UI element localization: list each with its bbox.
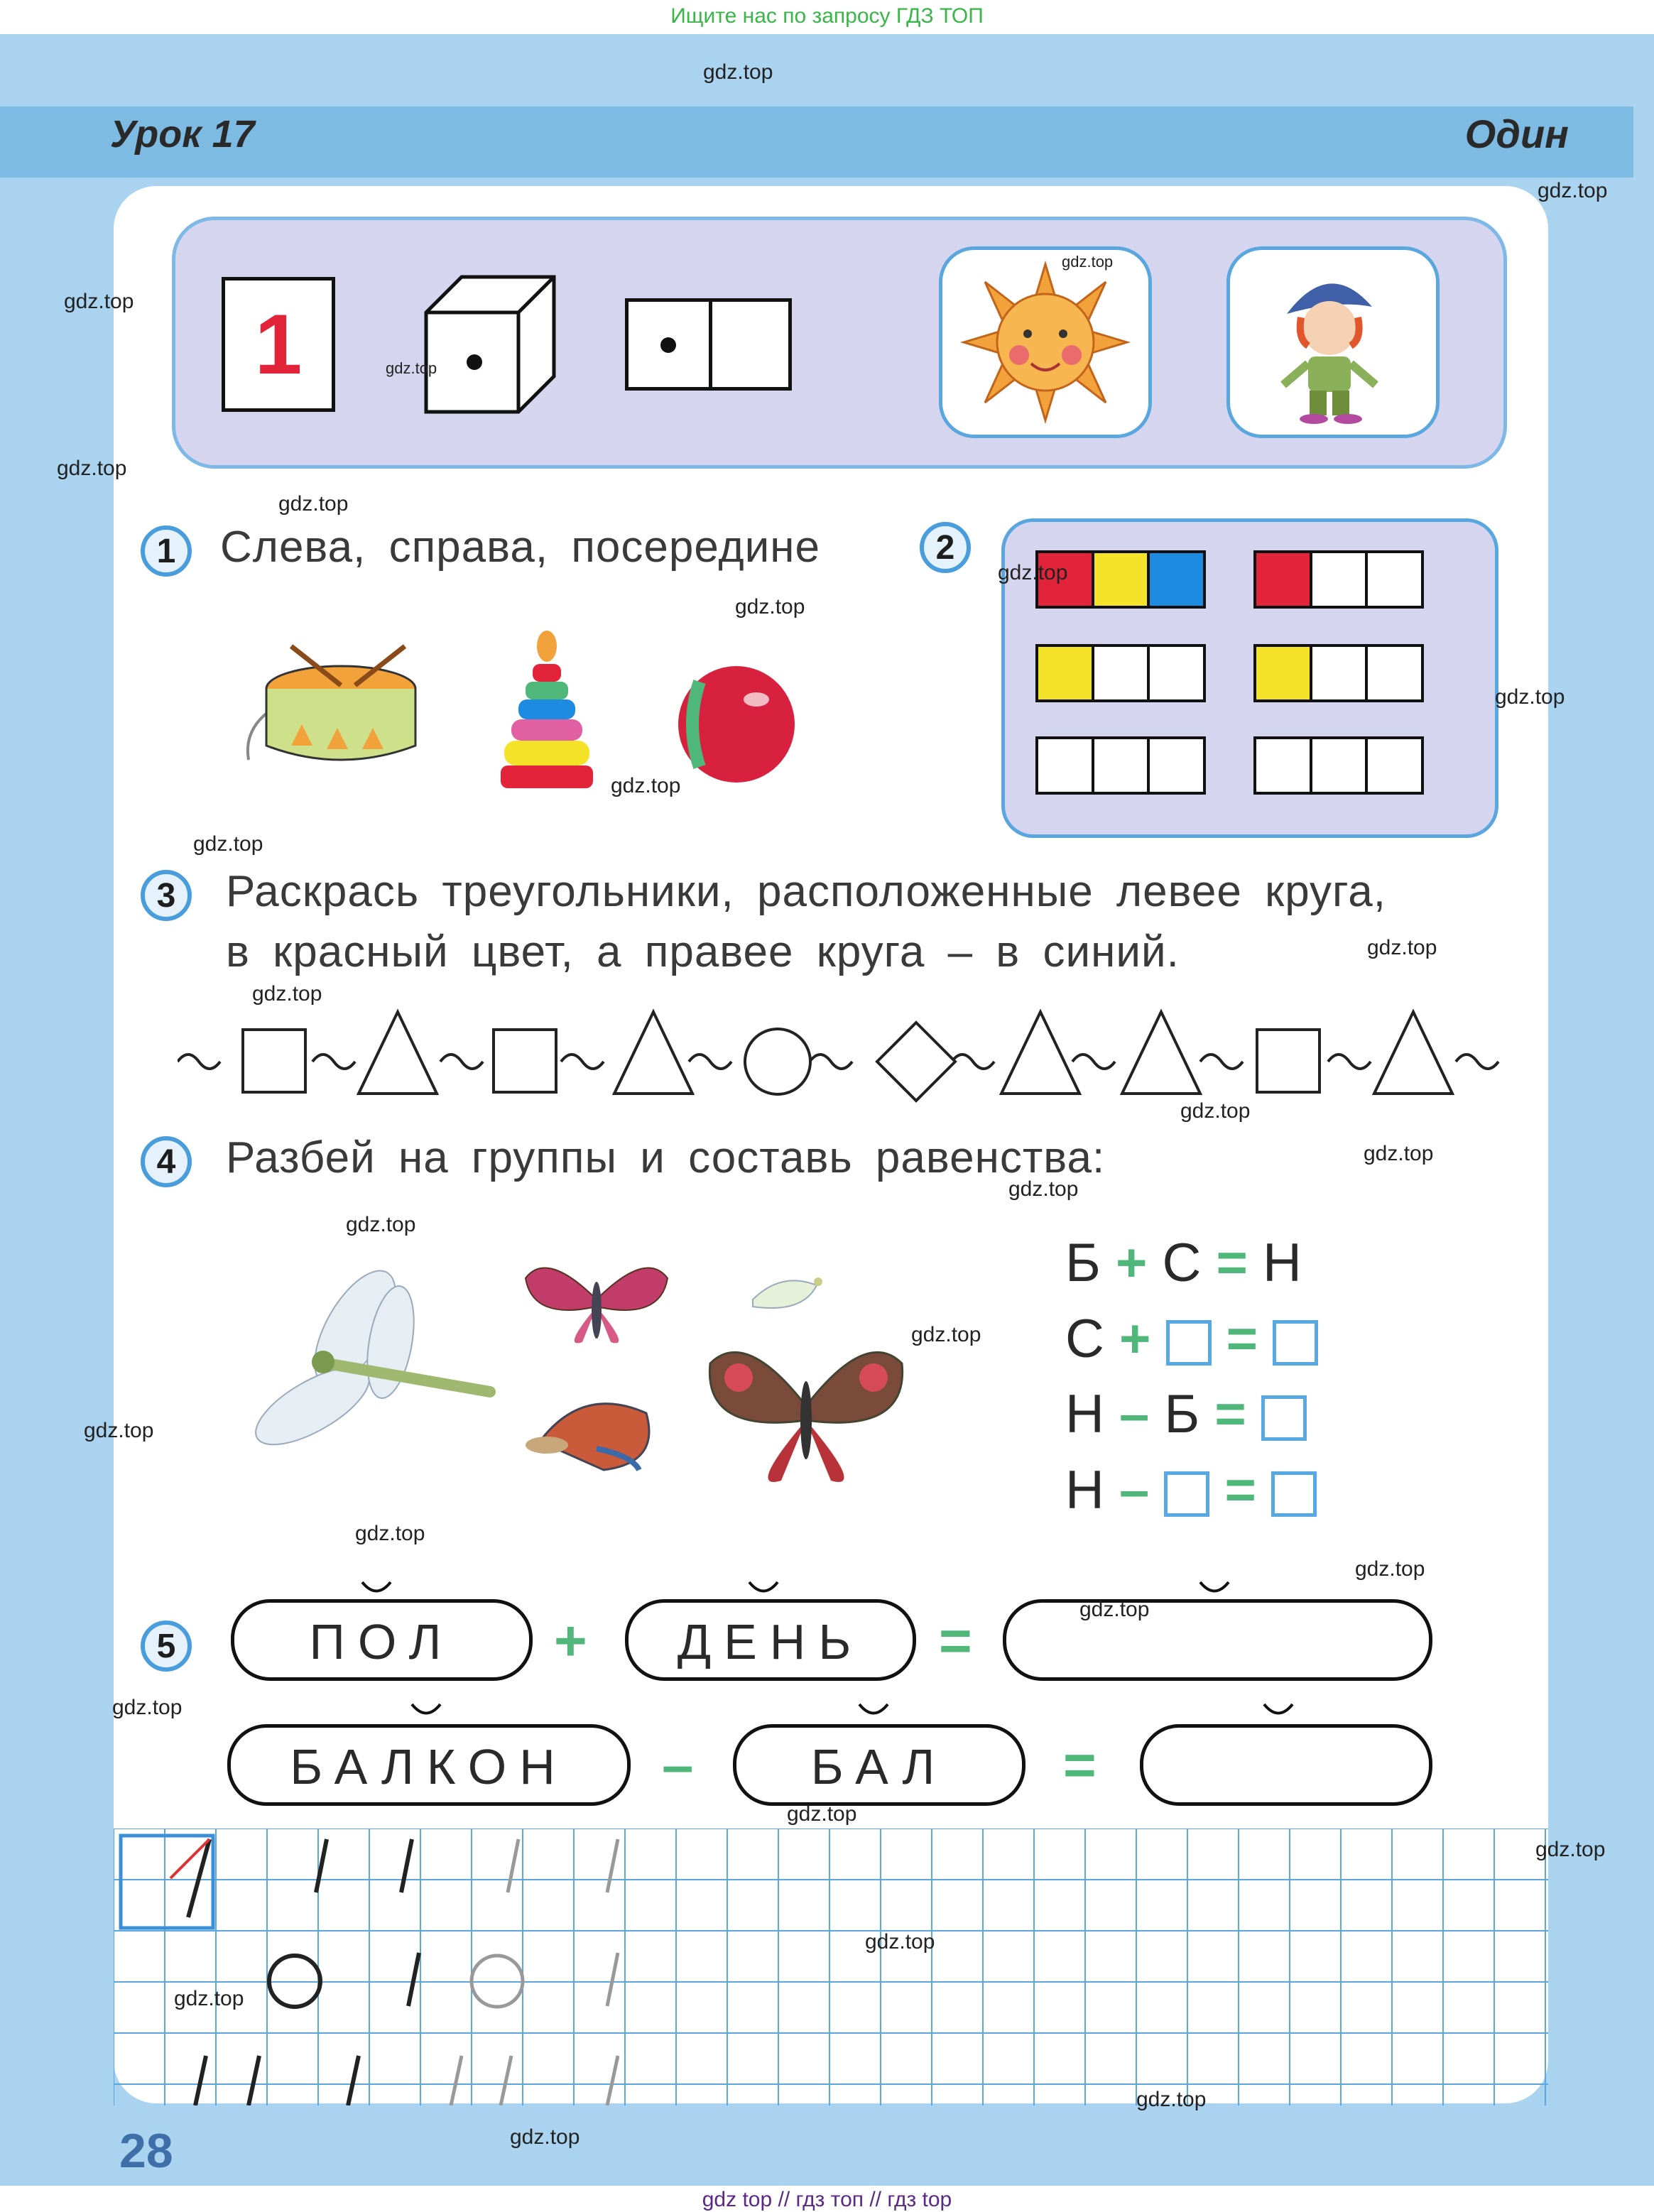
sun-icon <box>942 250 1148 435</box>
task3-line1: Раскрась треугольники, расположенные левее круга, <box>226 867 1386 916</box>
footer-bar <box>0 2186 1654 2211</box>
watermark: gdz.top <box>386 359 437 377</box>
watermark: gdz.top <box>787 1802 857 1826</box>
watermark: gdz.top <box>1367 936 1437 959</box>
watermark: gdz.top <box>1079 1598 1150 1621</box>
strip-3[interactable] <box>1035 644 1206 702</box>
eq2-op: + <box>1119 1309 1151 1369</box>
task4-text: Разбей на группы и составь равенства: <box>226 1133 1106 1182</box>
task2-number: 2 <box>920 522 971 573</box>
sun-picture <box>939 246 1152 438</box>
watermark: gdz.top <box>703 60 773 84</box>
moth-icon <box>497 1385 660 1491</box>
drum-icon <box>234 639 447 781</box>
boy-picture <box>1226 246 1440 438</box>
number-card <box>222 277 335 412</box>
equation-2 <box>1065 1308 1318 1370</box>
watermark: gdz.top <box>1355 1557 1425 1581</box>
lesson-title: Урок 17 <box>110 113 255 156</box>
number-one: 1 <box>254 297 303 392</box>
eq1-b: С <box>1162 1233 1202 1293</box>
page-number: 28 <box>119 2124 173 2178</box>
watermark: gdz.top <box>510 2125 580 2149</box>
equation-3 <box>1065 1383 1307 1445</box>
dragonfly-icon <box>249 1264 518 1484</box>
banner-text: Ищите нас по запросу ГДЗ ТОП <box>670 4 984 28</box>
watermark: gdz.top <box>865 1930 935 1954</box>
word-den: ДЕНЬ <box>625 1599 916 1681</box>
eq2-box-b[interactable] <box>1166 1320 1212 1366</box>
strip-5[interactable] <box>1035 736 1206 795</box>
task5-number: 5 <box>141 1620 192 1672</box>
watermark: gdz.top <box>1136 2088 1207 2111</box>
eq1-a: Б <box>1065 1233 1101 1293</box>
eq1-c: Н <box>1263 1233 1302 1293</box>
strip-2[interactable] <box>1253 550 1424 609</box>
eq3-a: Н <box>1065 1384 1104 1444</box>
small-moth-icon <box>739 1264 831 1321</box>
task1-number: 1 <box>141 525 192 577</box>
domino-divider <box>709 302 712 387</box>
domino-dot <box>660 337 676 353</box>
watermark: gdz.top <box>1535 1838 1606 1861</box>
eq4-equals: = <box>1224 1460 1256 1520</box>
eq3-box-c[interactable] <box>1261 1395 1307 1441</box>
task1-text: Слева, справа, посередине <box>220 523 820 572</box>
top-banner <box>0 0 1654 34</box>
pyramid-toy-icon <box>490 625 604 802</box>
word-bal: БАЛ <box>733 1724 1025 1806</box>
watermark: gdz.top <box>174 1987 244 2010</box>
watermark: gdz.top <box>84 1419 154 1442</box>
eq2-equals: = <box>1226 1309 1258 1369</box>
equation-1 <box>1065 1232 1302 1294</box>
watermark: gdz.top <box>193 832 263 856</box>
eq3-op: – <box>1119 1384 1150 1444</box>
watermark: gdz.top <box>911 1323 981 1346</box>
row1-equals: = <box>939 1609 972 1672</box>
watermark: gdz.top <box>252 982 322 1006</box>
watermark: gdz.top <box>1495 685 1565 709</box>
dunno-boy-icon <box>1230 250 1436 435</box>
watermark: gdz.top <box>57 457 127 480</box>
footer-text: gdz top // гдз топ // гдз top <box>702 2188 952 2211</box>
watermark: gdz.top <box>611 774 681 797</box>
watermark: gdz.top <box>1008 1177 1079 1201</box>
eq4-box-c[interactable] <box>1271 1471 1317 1517</box>
strip-4[interactable] <box>1253 644 1424 702</box>
dice-cube-icon <box>419 270 561 419</box>
word-balkon: БАЛКОН <box>227 1724 631 1806</box>
shapes-row[interactable] <box>178 1001 1513 1115</box>
stress-marks <box>0 1562 1654 1747</box>
equation-4 <box>1065 1459 1317 1521</box>
eq3-equals: = <box>1214 1384 1246 1444</box>
watermark: gdz.top <box>1364 1142 1434 1165</box>
peacock-butterfly-icon <box>703 1328 909 1491</box>
watermark: gdz.top <box>355 1522 425 1545</box>
strip-6[interactable] <box>1253 736 1424 795</box>
watermark: gdz.top <box>1538 179 1608 202</box>
task4-number: 4 <box>141 1136 192 1187</box>
eq4-box-b[interactable] <box>1164 1471 1209 1517</box>
eq3-b: Б <box>1164 1384 1200 1444</box>
butterfly-pink-icon <box>518 1250 675 1356</box>
eq4-op: – <box>1119 1460 1150 1520</box>
eq1-op: + <box>1116 1233 1148 1293</box>
eq2-box-c[interactable] <box>1273 1320 1318 1366</box>
task3-line2: в красный цвет, а правее круга – в синий. <box>226 927 1180 976</box>
watermark: gdz.top <box>278 492 349 516</box>
watermark: gdz.top <box>112 1696 183 1719</box>
domino-tile <box>625 298 792 391</box>
row1-operator: + <box>554 1609 587 1672</box>
eq2-a: С <box>1065 1309 1104 1369</box>
task3-number: 3 <box>141 870 192 921</box>
lesson-topic: Один <box>1464 111 1569 156</box>
watermark: gdz.top <box>1180 1099 1251 1123</box>
watermark: gdz.top <box>1062 253 1114 271</box>
task2-panel <box>1001 518 1498 838</box>
eq1-equals: = <box>1216 1233 1248 1293</box>
watermark: gdz.top <box>998 561 1068 584</box>
ball-icon <box>671 660 802 788</box>
word-pol: ПОЛ <box>231 1599 533 1681</box>
eq4-a: Н <box>1065 1460 1104 1520</box>
watermark: gdz.top <box>735 595 805 619</box>
watermark: gdz.top <box>346 1213 416 1236</box>
row2-equals: = <box>1063 1733 1097 1797</box>
writing-grid[interactable] <box>114 1829 1548 2105</box>
watermark: gdz.top <box>64 290 134 313</box>
row2-operator: – <box>662 1733 694 1797</box>
